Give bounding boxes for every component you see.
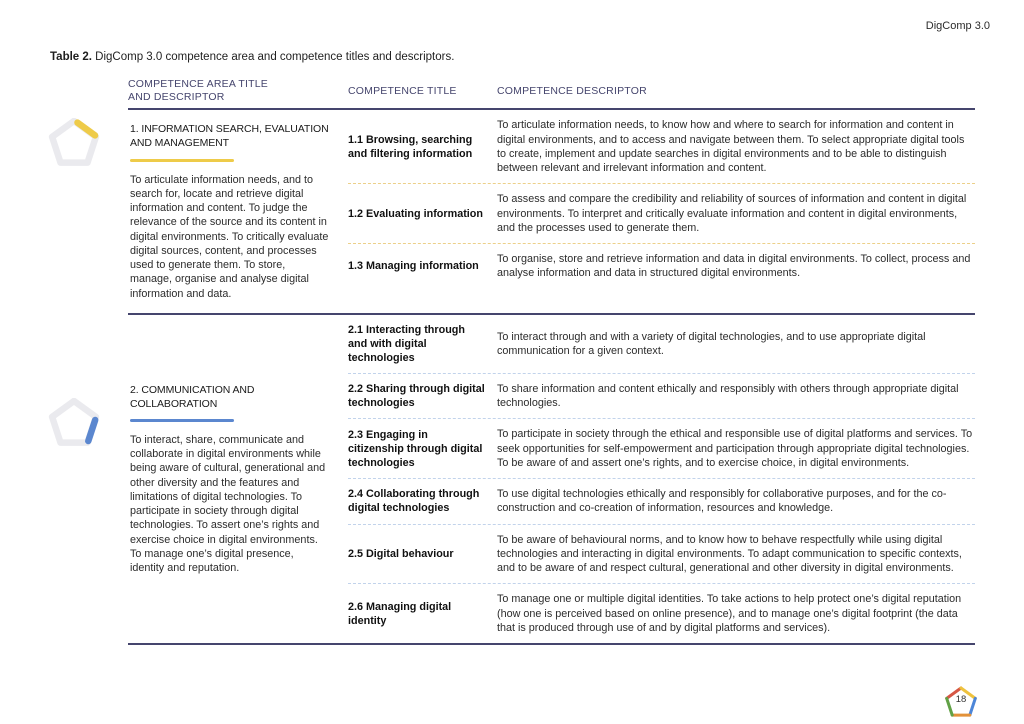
competence-title-2-6: 2.6 Managing digital identity [348,600,452,627]
competence-descriptor-2-4: To use digital technologies ethically and responsibly for collaborative purposes, and for the co-construction and co-creation of information, resources and knowledge. [497,488,947,515]
pentagon-icon-area-1 [46,118,102,174]
competence-title-2-4: 2.4 Collaborating through digital technologies [348,488,480,515]
table-row [348,184,975,244]
competence-title-1-1: 1.1 Browsing, searching and filtering information [348,133,473,160]
table-caption [50,51,454,63]
table-row [348,419,975,479]
page-number-badge [944,685,978,719]
competence-descriptor-2-6: To manage one or multiple digital identities. To take actions to help protect one’s digital reputation (how one is perceived based on online presence), and to manage one’s digital footprint (the data that is produced through use of and by digital platforms and services). [497,593,962,634]
table-row [348,110,975,184]
competence-descriptor-1-3: To organise, store and retrieve information and data in digital environments. To collect, process and analyse information and data in structured digital environments. [497,253,971,280]
table-row [348,244,975,289]
area-1-descriptor: To articulate information needs, and to search for, locate and retrieve digital information and content. To judge the relevance of the source and its content in digital environments. To critically evaluate digital sources, content, and processes used to generate them. To store, manage, organise and analyse digital information and data. [130,173,329,300]
header-competence-descriptor: COMPETENCE DESCRIPTOR [497,84,647,97]
table-row [348,479,975,525]
area-section-information [128,110,975,315]
competence-table [128,78,975,645]
competence-descriptor-1-1: To articulate information needs, to know how and where to search for information and content in digital environments, and to access and navigate between them. To select appropriate digital tools to create, implement and update searches in digital environments and to be able to distinguish between relevant and irrelevant information and content. [497,119,965,174]
competence-title-1-2: 1.2 Evaluating information [348,207,483,220]
competence-descriptor-1-2: To assess and compare the credibility and reliability of sources of information and content in digital environments. To interpret and critically evaluate information and content in digital environments, and the processes used to generate them. [497,193,967,234]
table-header-row [128,78,975,110]
table-row [348,584,975,643]
header-competence-title: COMPETENCE TITLE [348,84,457,97]
area-1-cell [128,110,348,313]
area-section-communication [128,315,975,645]
area-1-title: 1. INFORMATION SEARCH, EVALUATION AND MANAGEMENT [130,123,329,150]
competence-title-2-1: 2.1 Interacting through and with digital technologies [348,323,465,364]
table-caption-label: Table 2. [50,51,92,63]
area-2-rows [348,315,975,643]
table-caption-text: DigComp 3.0 competence area and competence titles and descriptors. [91,51,455,63]
competence-title-2-5: 2.5 Digital behaviour [348,548,454,561]
header-competence-area: COMPETENCE AREA TITLE AND DESCRIPTOR [128,78,268,104]
table-row [348,315,975,374]
competence-title-2-3: 2.3 Engaging in citizenship through digital technologies [348,428,483,469]
competence-title-1-3: 1.3 Managing information [348,260,479,273]
competence-descriptor-2-5: To be aware of behavioural norms, and to know how to behave respectfully while using digital technologies and interacting in digital environments. To adapt communication to specific contexts, and to be aware of and respect cultural, generational and other diversity in digital environments. [497,533,962,575]
table-row [348,374,975,420]
competence-descriptor-2-3: To participate in society through the ethical and responsible use of digital platforms and services. To seek opportunities for self-empowerment and participation through appropriate digital technologies. To be aware of and assert one’s rights, and to exercise choice, in digital environments. [497,428,973,469]
running-header: DigComp 3.0 [925,20,990,32]
table-row [348,525,975,585]
area-2-title: 2. COMMUNICATION AND COLLABORATION [130,383,255,410]
area-2-accent-underline [130,419,234,422]
competence-title-2-2: 2.2 Sharing through digital technologies [348,383,485,410]
area-1-rows [348,110,975,313]
competence-descriptor-2-2: To share information and content ethically and responsibly with others through appropriate digital technologies. [497,382,959,410]
competence-descriptor-2-1: To interact through and with a variety of digital technologies, and to use appropriate digital communication for a given context. [497,330,926,357]
pentagon-icon-area-2 [46,398,102,454]
page-number: 18 [955,694,967,705]
area-1-accent-underline [130,159,234,162]
area-2-descriptor: To interact, share, communicate and collaborate in digital environments while being aware of cultural, generational and other diversity and the features and limitations of digital technologies. To participate in society through digital technologies. To assert one’s rights and exercise choice in digital environments. To manage one’s digital presence, identity and reputation. [130,433,326,575]
area-2-cell [128,315,348,643]
